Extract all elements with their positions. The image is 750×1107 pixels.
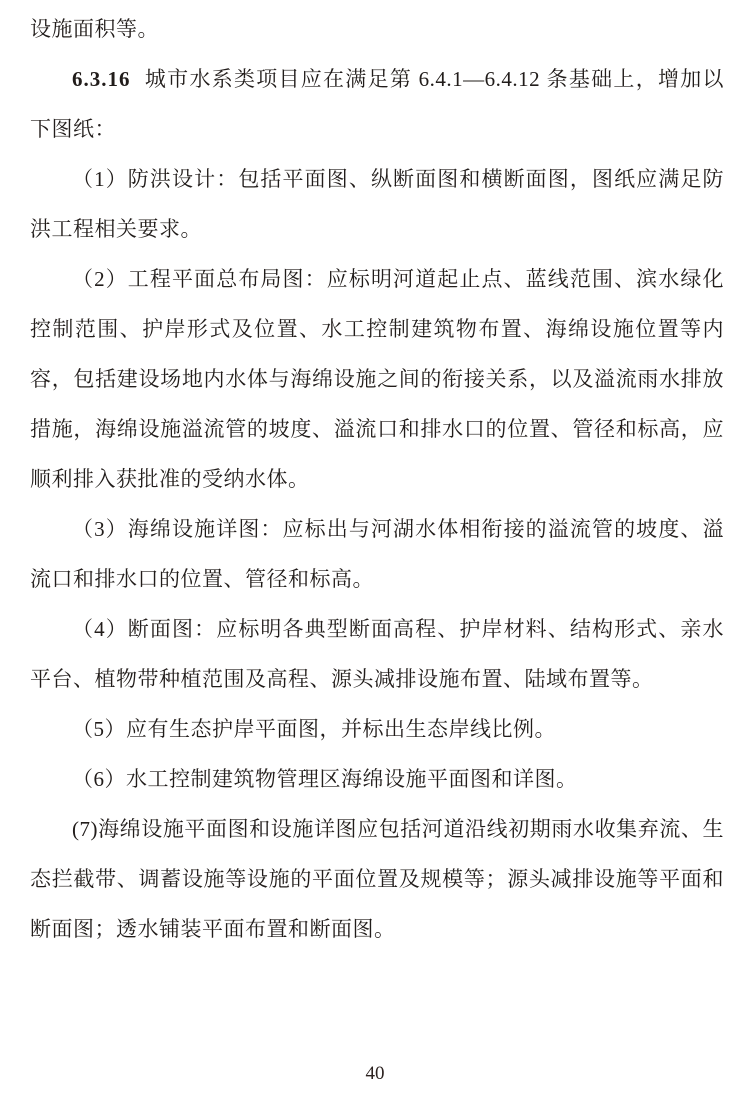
body-paragraph: （6）水工控制建筑物管理区海绵设施平面图和详图。: [72, 767, 578, 791]
body-paragraph: （5）应有生态护岸平面图，并标出生态岸线比例。: [72, 717, 556, 741]
clause-paragraph: 6.3.16 城市水系类项目应在满足第 6.4.1—6.4.12 条基础上，增加以下图纸：: [30, 67, 724, 141]
body-paragraph: （2）工程平面总布局图：应标明河道起止点、蓝线范围、滨水绿化控制范围、护岸形式及位置、水工控制建筑物布置、海绵设施位置等内容，包括建设场地内水体与海绵设施之间的衔接关系，以及溢流雨水排放措施，海绵设施溢流管的坡度、溢流口和排水口的位置、管径和标高，应顺利排入获批准的受纳水体。: [30, 267, 724, 491]
body-paragraph: （3）海绵设施详图：应标出与河湖水体相衔接的溢流管的坡度、溢流口和排水口的位置、管径和标高。: [30, 517, 724, 591]
clause-number: 6.3.16: [72, 67, 131, 91]
body-paragraph: (7)海绵设施平面图和设施详图应包括河道沿线初期雨水收集弃流、生态拦截带、调蓄设施等设施的平面位置及规模等；源头减排设施等平面和断面图；透水铺装平面布置和断面图。: [30, 817, 724, 941]
document-body: [30, 4, 724, 954]
page-number: 40: [365, 1063, 385, 1084]
body-paragraph: （4）断面图：应标明各典型断面高程、护岸材料、结构形式、亲水平台、植物带种植范围及高程、源头减排设施布置、陆域布置等。: [30, 617, 724, 691]
body-paragraph: 设施面积等。: [30, 17, 159, 41]
body-paragraph: （1）防洪设计：包括平面图、纵断面图和横断面图，图纸应满足防洪工程相关要求。: [30, 167, 724, 241]
